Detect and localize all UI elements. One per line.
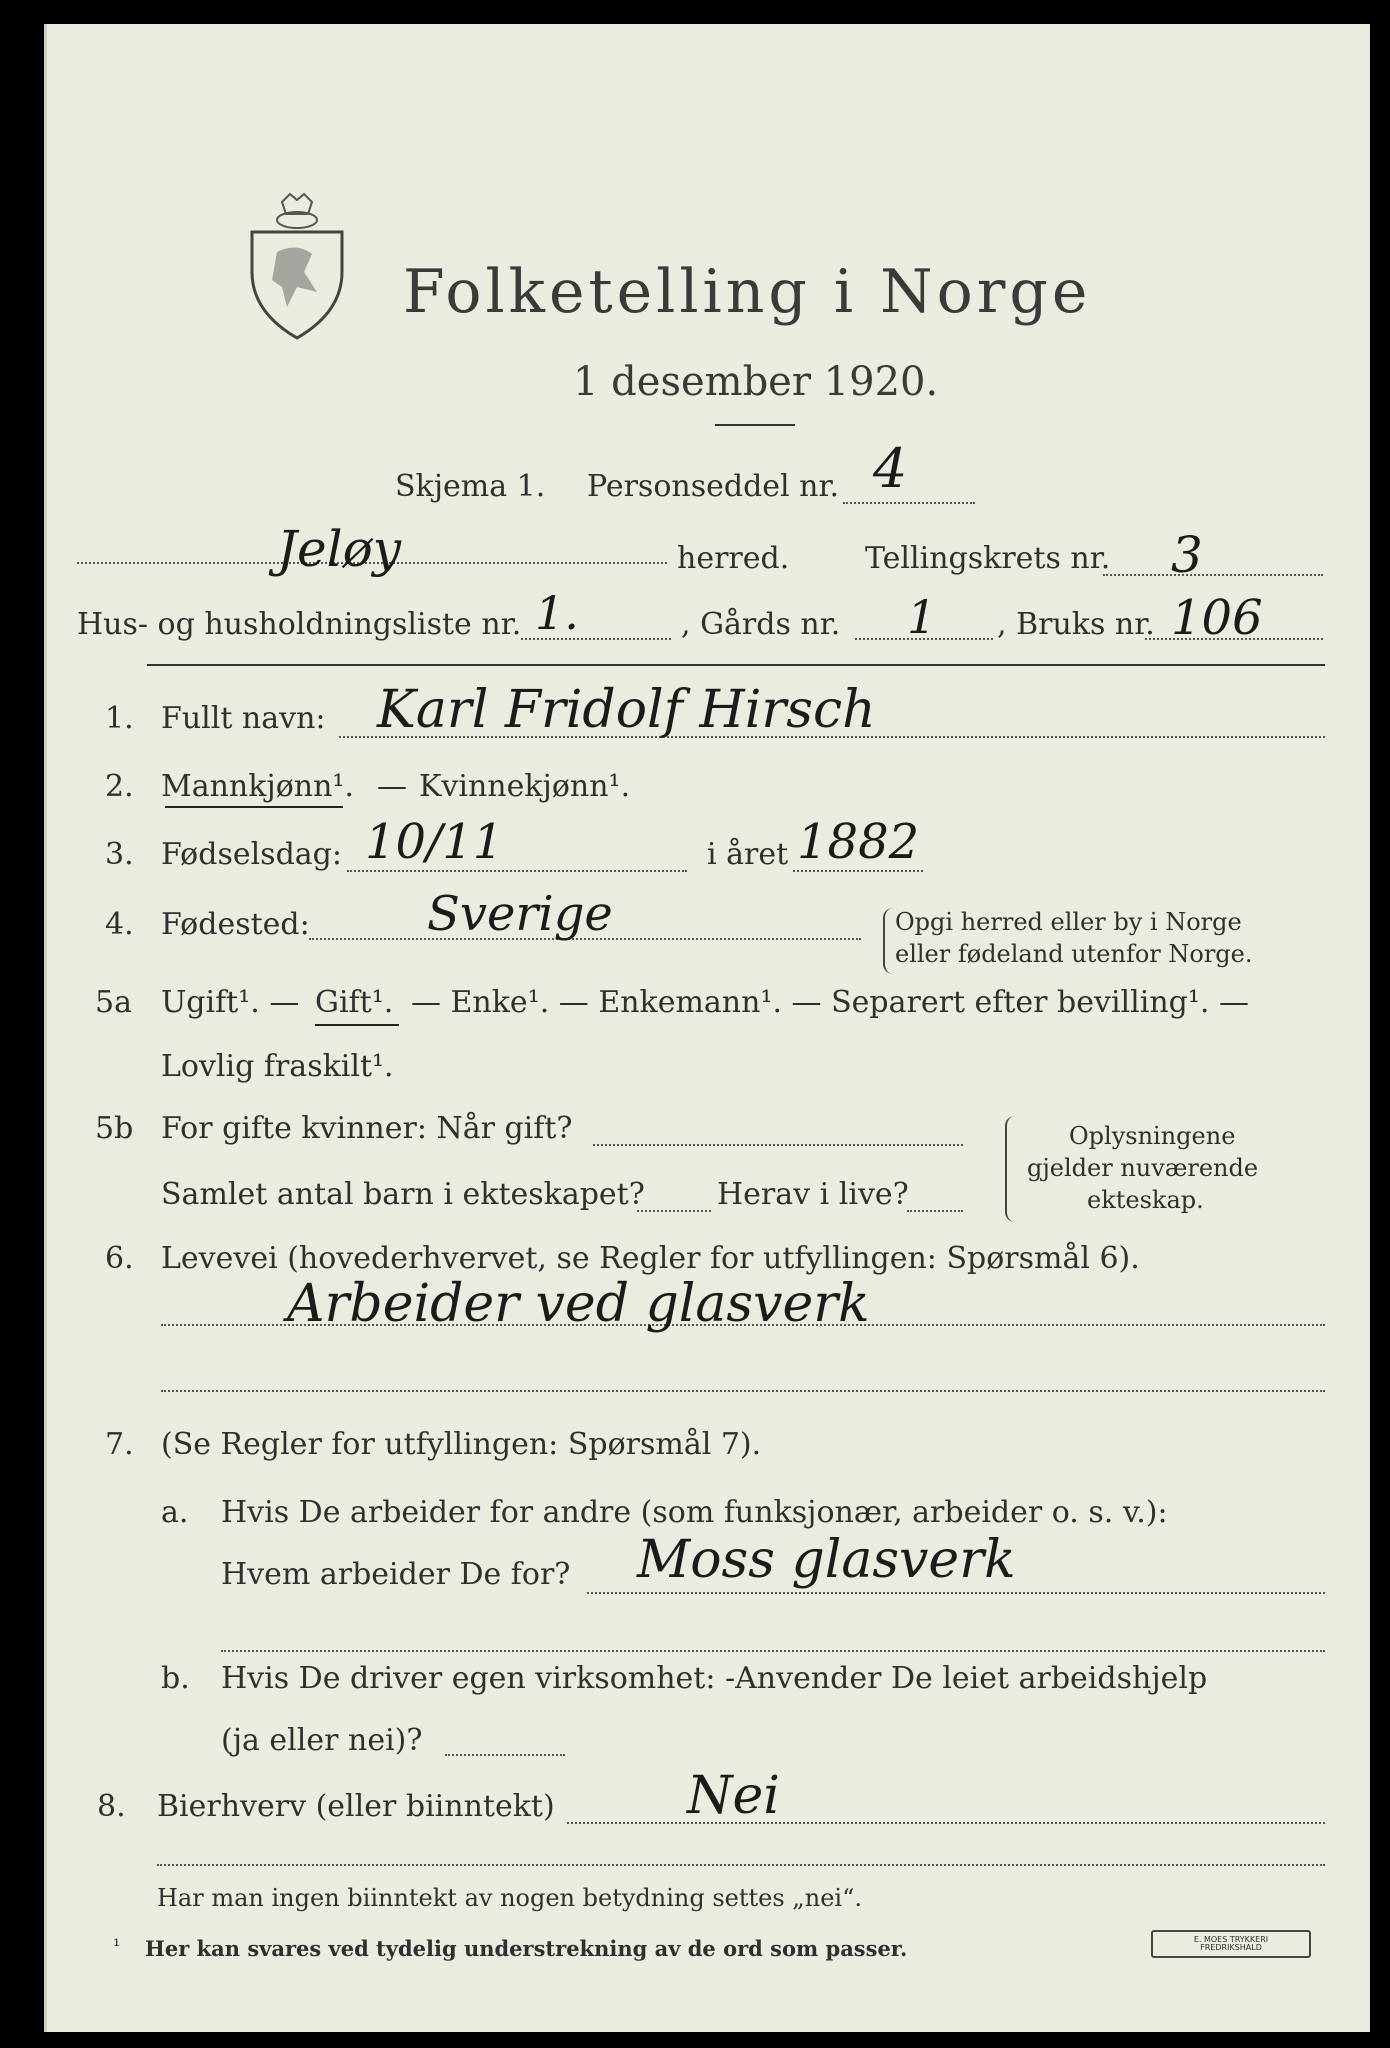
- q7a-value: Moss glasverk: [637, 1530, 1016, 1590]
- q3-line: [347, 870, 687, 872]
- tellingskrets-value: 3: [1171, 526, 1203, 584]
- q8-number: 8.: [97, 1789, 126, 1824]
- footnote-text: Her kan svares ved tydelig understrekning av de ord som passer.: [145, 1936, 908, 1961]
- q5b-note-2: gjelder nuværende: [1027, 1154, 1259, 1182]
- q2-kvinne: Kvinnekjønn¹.: [419, 769, 631, 804]
- q1-value: Karl Fridolf Hirsch: [377, 680, 876, 740]
- q5a-gift: Gift¹.: [315, 985, 394, 1020]
- q3-aar-label: i året: [707, 837, 789, 872]
- q2-mann: Mannkjønn¹.: [161, 769, 354, 804]
- q5b-line1-fill: [593, 1144, 963, 1146]
- census-form: [44, 24, 1370, 2032]
- q3-aar-line: [793, 870, 923, 872]
- q3-aar-value: 1882: [797, 814, 920, 870]
- q6-number: 6.: [105, 1241, 134, 1276]
- q5b-line1: For gifte kvinner: Når gift?: [161, 1111, 573, 1146]
- tellingskrets-label: Tellingskrets nr.: [865, 541, 1111, 576]
- q2-sep: —: [377, 769, 407, 804]
- q8-label: Bierhverv (eller biinntekt): [157, 1789, 555, 1824]
- tellingskrets-line: [1103, 574, 1323, 576]
- q4-value: Sverige: [427, 886, 613, 942]
- q7a-line: [587, 1592, 1325, 1594]
- bruks-value: 106: [1171, 590, 1263, 646]
- q4-note-1: Opgi herred eller by i Norge: [895, 908, 1242, 936]
- printer-stamp-text: E. MOES TRYKKERI FREDRIKSHALD: [1193, 1935, 1269, 1952]
- q3-label: Fødselsdag:: [161, 837, 342, 872]
- form-date: 1 desember 1920.: [573, 359, 939, 405]
- q7-number: 7.: [105, 1427, 134, 1462]
- personseddel-line: [843, 502, 975, 504]
- q7-label: (Se Regler for utfyllingen: Spørsmål 7).: [161, 1427, 762, 1462]
- footer-note: Har man ingen biinntekt av nogen betydning settes „nei“.: [157, 1884, 862, 1912]
- q4-number: 4.: [105, 907, 134, 942]
- gards-label: , Gårds nr.: [681, 607, 841, 642]
- q5b-line2b: Herav i live?: [717, 1177, 909, 1212]
- coat-of-arms-icon: [242, 192, 352, 342]
- q6-line-2: [161, 1390, 1325, 1392]
- footnote-mark: ¹: [113, 1936, 121, 1957]
- header-divider: [147, 664, 1325, 666]
- q7a-letter: a.: [161, 1495, 189, 1530]
- q4-note-brace: [883, 908, 895, 974]
- q5b-note-3: ekteskap.: [1087, 1186, 1204, 1214]
- herred-label: herred.: [677, 541, 790, 576]
- q7a-line2: Hvem arbeider De for?: [221, 1557, 571, 1592]
- q1-label: Fullt navn:: [161, 701, 326, 736]
- husliste-label: Hus- og husholdningsliste nr.: [77, 607, 522, 642]
- gards-value: 1: [907, 590, 937, 644]
- title-divider: [715, 424, 795, 426]
- q8-line: [567, 1822, 1325, 1824]
- q6-label: Levevei (hovederhvervet, se Regler for utfyllingen: Spørsmål 6).: [161, 1241, 1140, 1276]
- q3-value: 10/11: [365, 814, 504, 870]
- q8-line-2: [157, 1864, 1325, 1866]
- herred-value: Jeløy: [277, 520, 401, 578]
- personseddel-value: 4: [873, 437, 908, 500]
- bruks-label: , Bruks nr.: [997, 607, 1155, 642]
- q8-value: Nei: [687, 1766, 780, 1826]
- husliste-value: 1.: [535, 586, 579, 640]
- q6-value: Arbeider ved glasverk: [287, 1274, 870, 1334]
- q7b-line2: (ja eller nei)?: [221, 1723, 423, 1758]
- q5b-line2b-fill: [907, 1210, 963, 1212]
- q2-mann-underline: [165, 806, 343, 808]
- q7b-letter: b.: [161, 1661, 190, 1696]
- q5b-line2a-fill: [637, 1210, 711, 1212]
- q5a-rest: — Enke¹. — Enkemann¹. — Separert efter bevilling¹. —: [411, 985, 1249, 1020]
- q7a-line1: Hvis De arbeider for andre (som funksjonær, arbeider o. s. v.):: [221, 1495, 1168, 1530]
- personseddel-label: Personseddel nr.: [587, 469, 840, 504]
- q4-note-2: eller fødeland utenfor Norge.: [895, 940, 1253, 968]
- printer-stamp: [1151, 1930, 1311, 1958]
- q7b-line: [445, 1754, 565, 1756]
- q5a-line2: Lovlig fraskilt¹.: [161, 1049, 394, 1084]
- form-title: Folketelling i Norge: [403, 257, 1092, 327]
- q5a-ugift: Ugift¹. —: [161, 985, 300, 1020]
- skjema-label: Skjema 1.: [395, 469, 546, 504]
- q2-number: 2.: [105, 769, 134, 804]
- q5b-note-brace: [1005, 1116, 1017, 1222]
- q4-label: Fødested:: [161, 907, 310, 942]
- q5b-number: 5b: [95, 1111, 134, 1146]
- q1-number: 1.: [105, 701, 134, 736]
- q5b-line2a: Samlet antal barn i ekteskapet?: [161, 1177, 645, 1212]
- q3-number: 3.: [105, 837, 134, 872]
- q5a-number: 5a: [95, 985, 132, 1020]
- q7b-line1: Hvis De driver egen virksomhet: -Anvender De leiet arbeidshjelp: [221, 1661, 1208, 1696]
- q7a-line-2: [221, 1650, 1325, 1652]
- q5a-gift-underline: [315, 1024, 399, 1026]
- q5b-note-1: Oplysningene: [1069, 1122, 1236, 1150]
